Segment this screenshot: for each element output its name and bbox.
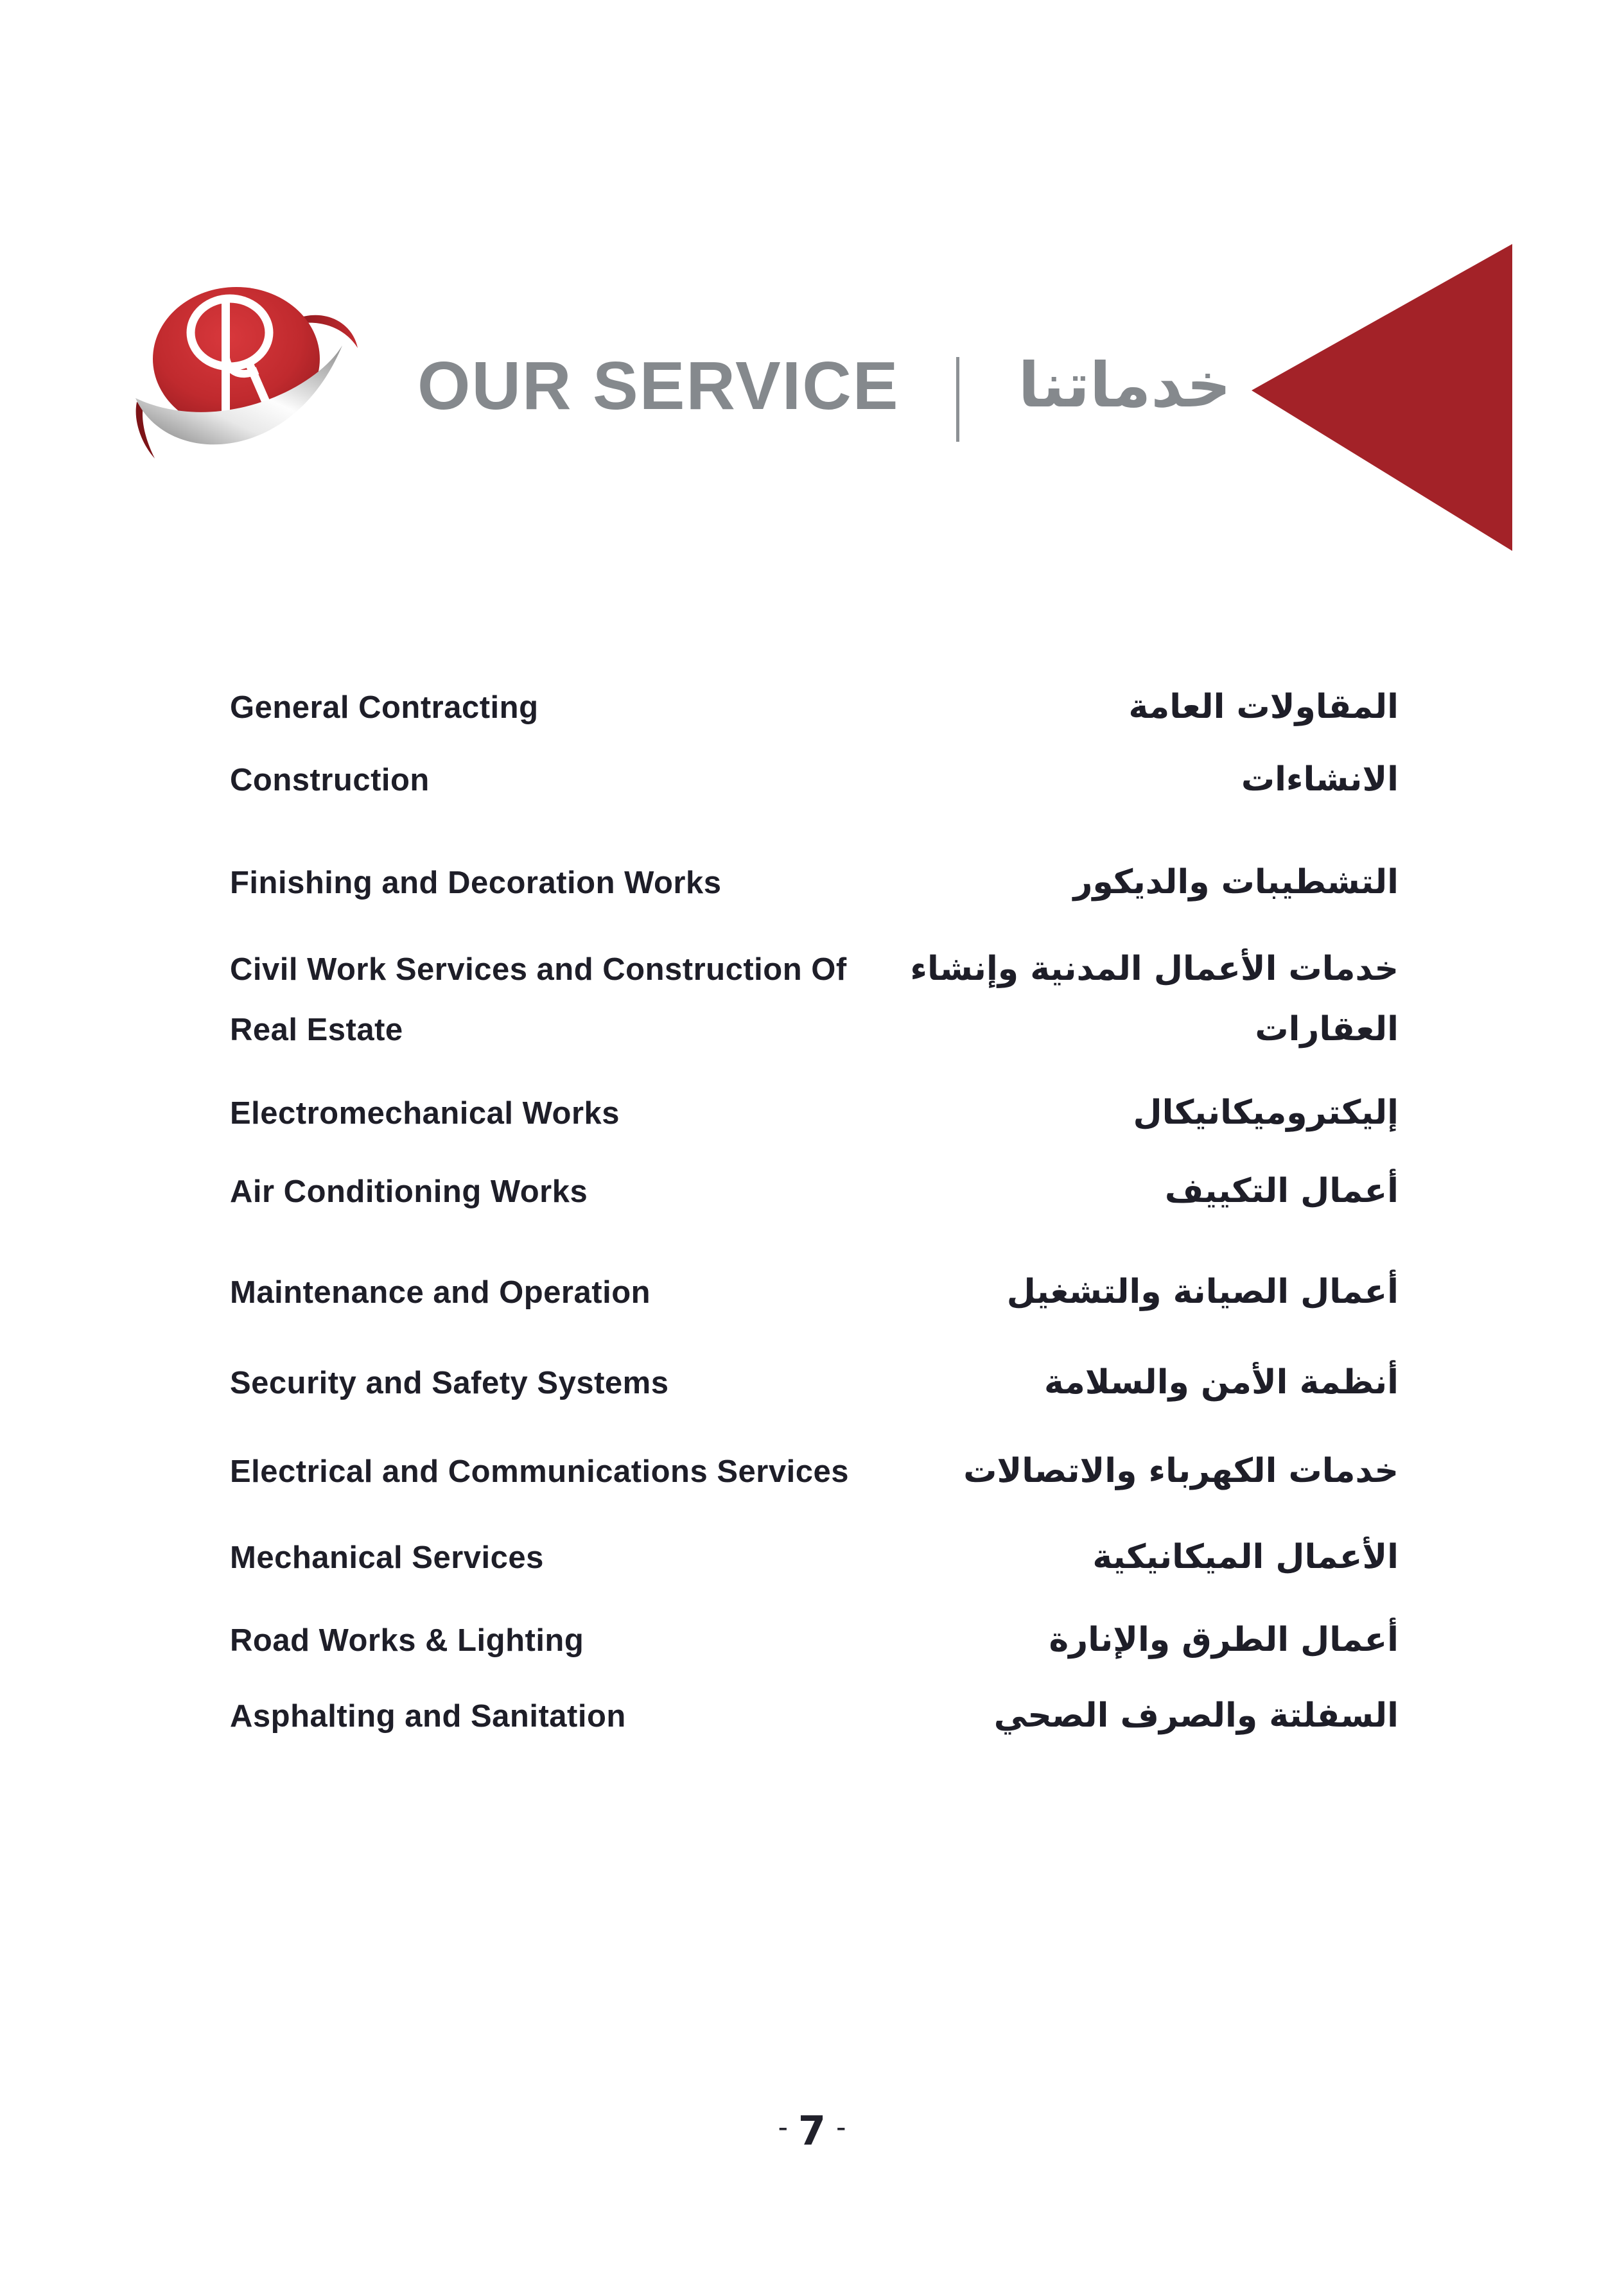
service-name-english: General Contracting <box>230 690 539 725</box>
services-list <box>230 0 1399 2282</box>
service-row <box>230 863 1399 901</box>
service-name-arabic: خدمات الكهرباء والاتصالات <box>963 1452 1399 1490</box>
service-name-english: Finishing and Decoration Works <box>230 866 722 900</box>
service-name-english: Real Estate <box>230 1013 403 1047</box>
service-name-english: Electromechanical Works <box>230 1096 620 1131</box>
service-name-english: Maintenance and Operation <box>230 1275 651 1310</box>
service-name-arabic: العقارات <box>1255 1010 1399 1049</box>
service-row <box>230 1454 1399 1488</box>
service-row <box>230 1275 1399 1309</box>
page-title-english: OUR SERVICE <box>417 348 900 424</box>
service-name-english: Asphalting and Sanitation <box>230 1699 626 1734</box>
service-row <box>230 1010 1399 1049</box>
service-name-arabic: خدمات الأعمال المدنية وإنشاء <box>910 950 1399 988</box>
service-name-arabic: أنظمة الأمن والسلامة <box>1044 1363 1399 1402</box>
service-name-english: Civil Work Services and Construction Of <box>230 952 847 987</box>
service-row <box>230 690 1399 724</box>
page-number-prefix-dash: - <box>778 2110 788 2143</box>
page-number-suffix-dash: - <box>836 2110 846 2143</box>
service-name-english: Electrical and Communications Services <box>230 1454 849 1489</box>
service-name-english: Air Conditioning Works <box>230 1174 588 1209</box>
service-row <box>230 952 1399 986</box>
service-name-english: Security and Safety Systems <box>230 1366 669 1400</box>
service-name-arabic: أعمال الطرق والإنارة <box>1049 1621 1399 1659</box>
service-name-arabic: التشطيبات والديكور <box>1073 863 1399 901</box>
service-row <box>230 1623 1399 1657</box>
page-number-value: 7 <box>798 2107 826 2154</box>
service-name-arabic: أعمال التكييف <box>1164 1172 1399 1210</box>
service-row <box>230 1363 1399 1402</box>
service-name-arabic: الأعمال الميكانيكية <box>1092 1538 1399 1576</box>
service-name-english: Construction <box>230 763 430 797</box>
service-row <box>230 1174 1399 1208</box>
service-name-arabic: المقاولات العامة <box>1128 688 1399 726</box>
service-name-arabic: إليكتروميكانيكال <box>1133 1093 1399 1132</box>
service-name-english: Road Works & Lighting <box>230 1623 584 1658</box>
page-title-arabic: خدماتنا <box>1018 349 1231 421</box>
service-name-english: Mechanical Services <box>230 1540 544 1575</box>
service-row <box>230 1696 1399 1735</box>
service-row <box>230 1540 1399 1574</box>
service-row <box>230 1093 1399 1132</box>
service-name-arabic: أعمال الصيانة والتشغيل <box>1006 1273 1399 1311</box>
service-name-arabic: السفلتة والصرف الصحي <box>993 1696 1399 1735</box>
page-number <box>0 2107 1624 2154</box>
service-name-arabic: الانشاءات <box>1241 760 1399 799</box>
service-row <box>230 760 1399 799</box>
